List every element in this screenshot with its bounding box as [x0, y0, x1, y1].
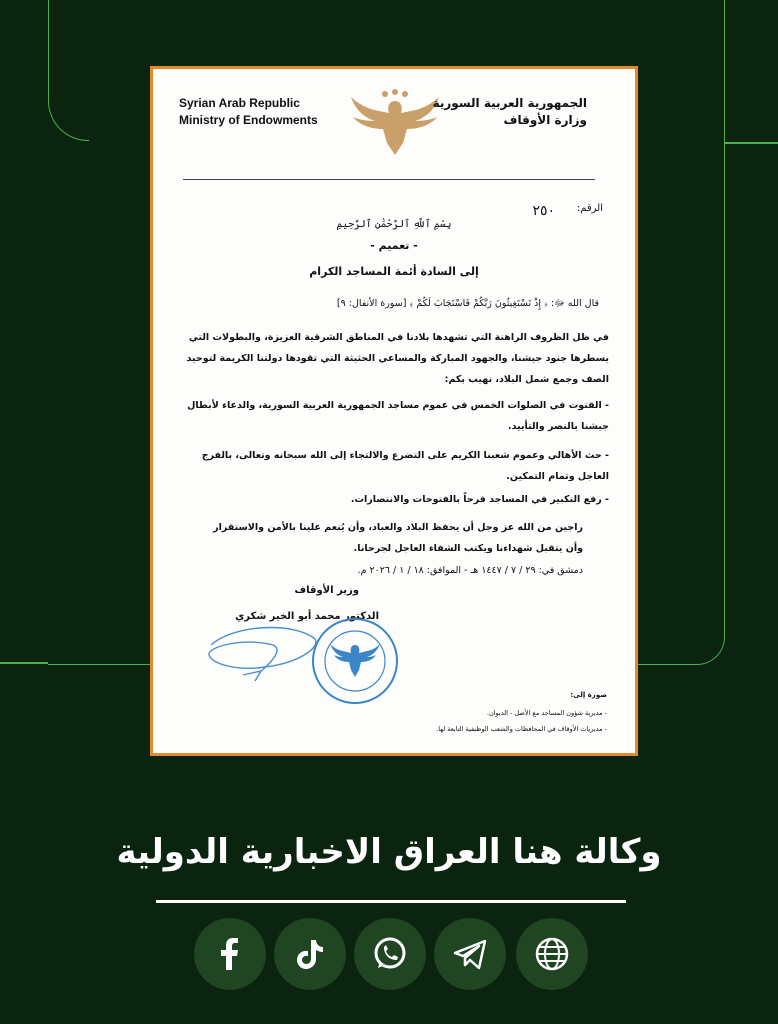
- reference-number-label: الرقم:: [576, 203, 603, 214]
- agency-name: وكالة هنا العراق الاخبارية الدولية: [116, 832, 662, 872]
- signatory-title: وزير الأوقاف: [294, 585, 359, 596]
- directive-item: - رفع التكبير في المساجد فرحاً بالفتوحات والانتصارات.: [350, 494, 609, 505]
- official-seal: [309, 615, 401, 707]
- header-divider: [183, 179, 595, 180]
- header-english: Syrian Arab Republic Ministry of Endowments: [179, 96, 318, 127]
- reference-number-value: ٢٥٠: [532, 203, 555, 219]
- tiktok-icon[interactable]: [274, 918, 346, 990]
- directive-item: - حث الأهالي وعموم شعبنا الكريم على التضرع والالتجاء إلى الله سبحانه وتعالى، بالفرج العاجل وتمام التمكين.: [201, 450, 609, 482]
- signatory-name: الدكتور محمد أبو الخير شكري: [235, 611, 379, 622]
- circular-title: - تعميم -: [370, 239, 418, 252]
- globe-icon[interactable]: [516, 918, 588, 990]
- eagle-emblem-icon: [349, 87, 441, 157]
- decorative-line-left: [0, 662, 48, 664]
- telegram-icon[interactable]: [434, 918, 506, 990]
- intro-paragraph: في ظل الظروف الراهنة التي تشهدها بلادنا في المناطق الشرقية العزيزة، والبطولات التي يسطرها جنود جيشنا، والجهود المباركة والمساعي الحثيثة التي تقودها دولتنا الكريمة لتوحيد الصف وجمع شمل البلاد، نهيب بكم:: [186, 332, 609, 385]
- handwritten-signature: [203, 615, 323, 685]
- whatsapp-icon[interactable]: [354, 918, 426, 990]
- cc-line: - مديريات الأوقاف في المحافظات والشعب الوظيفية التابعة لها.: [436, 725, 607, 733]
- issue-date: دمشق في: ٢٩ / ٧ / ١٤٤٧ هـ - الموافق: ١٨ / ١ / ٢٠٢٦ م.: [357, 565, 583, 576]
- addressee: إلى السادة أئمة المساجد الكرام: [309, 265, 479, 278]
- facebook-icon[interactable]: [194, 918, 266, 990]
- decorative-line-right: [724, 142, 778, 144]
- agency-underline: [156, 900, 626, 903]
- cc-line: - مديرية شؤون المساجد مع الأصل - الديوان.: [486, 709, 607, 717]
- header-arabic: الجمهورية العربية السورية وزارة الأوقاف: [432, 96, 587, 127]
- directive-item: - القنوت في الصلوات الخمس في عموم مساجد الجمهورية العربية السورية، والدعاء لأبطال جيشنا بالنصر والتأييد.: [187, 400, 609, 432]
- circular-document: [150, 66, 638, 756]
- cc-title: صورة إلى:: [570, 691, 607, 699]
- closing-paragraph: راجين من الله عز وجل أن يحفظ البلاد والعباد، وأن يُنعم علينا بالأمن والاستقرار وأن يتقبل شهداءنا ويكتب الشفاء العاجل لجرحانا.: [213, 522, 583, 554]
- basmala: بِسْمِ ٱللَّهِ ٱلرَّحْمَٰنِ ٱلرَّحِيمِ: [336, 219, 452, 230]
- quranic-verse: قال الله ﷻ: ﴿ إِذْ تَسْتَغِيثُونَ رَبَّكُمْ فَاسْتَجَابَ لَكُمْ ﴾ [سورة الأنفال: ٩]: [336, 298, 599, 309]
